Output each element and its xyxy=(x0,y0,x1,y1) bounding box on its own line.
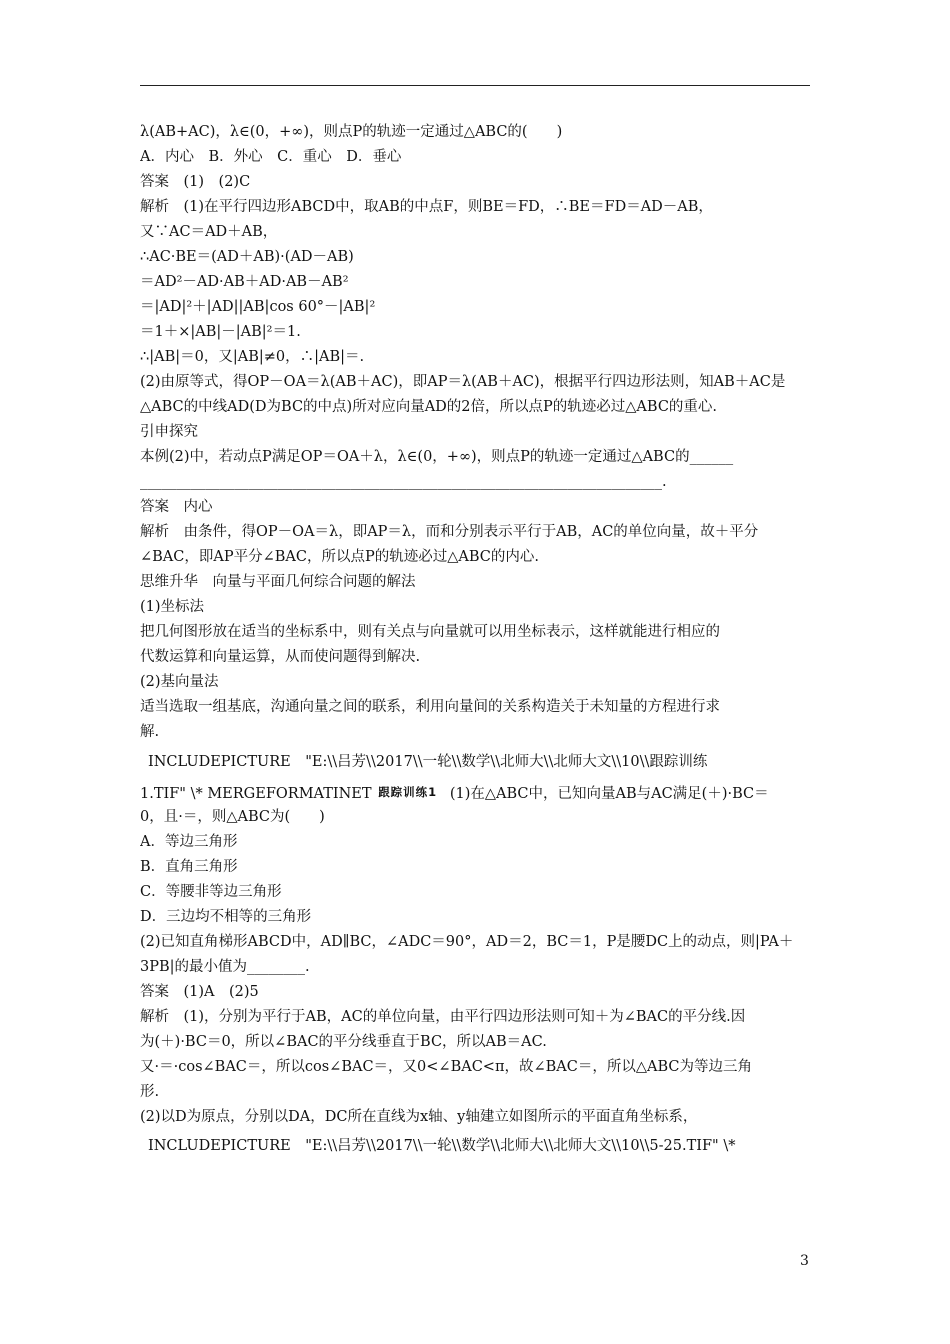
tracking-line xyxy=(140,782,812,804)
question-text: (1)在△ABC中，已知向量AB与AC满足(＋)·BC＝ xyxy=(449,786,769,802)
field-code: 1.TIF" \* MERGEFORMATINET xyxy=(140,786,372,802)
text-line: (2)基向量法 xyxy=(140,674,219,690)
text-line: 答案 内心 xyxy=(140,499,213,515)
text-line: (2)以D为原点，分别以DA，DC所在直线为x轴、y轴建立如图所示的平面直角坐标系， xyxy=(140,1109,698,1125)
text-line: (2)已知直角梯形ABCD中，AD∥BC，∠ADC＝90°，AD＝2，BC＝1，P是腰DC上的动点，则|PA＋ xyxy=(140,934,794,950)
text-line: 0，且·＝，则△ABC为( ) xyxy=(140,809,325,825)
text-line: λ(AB+AC)，λ∈(0，+∞)，则点P的轨迹一定通过△ABC的( ) xyxy=(140,124,563,140)
text-line: ∠BAC，即AP平分∠BAC，所以点P的轨迹必过△ABC的内心. xyxy=(140,549,539,565)
text-line: 本例(2)中，若动点P满足OP＝OA＋λ，λ∈(0，+∞)，则点P的轨迹一定通过△ABC的______ xyxy=(140,449,734,465)
text-line: ＝AD²－AD·AB＋AD·AB－AB² xyxy=(140,274,349,290)
text-line: C．等腰非等边三角形 xyxy=(140,884,282,900)
text-line: 引申探究 xyxy=(140,424,198,440)
text-line: D．三边均不相等的三角形 xyxy=(140,909,312,925)
text-line: 答案 (1)A (2)5 xyxy=(140,984,259,1000)
text-line: △ABC的中线AD(D为BC的中点)所对应向量AD的2倍，所以点P的轨迹必过△ABC的重心. xyxy=(140,399,718,415)
text-line: 适当选取一组基底，沟通向量之间的联系，利用向量间的关系构造关于未知量的方程进行求 xyxy=(140,699,720,715)
text-line: 又∵AC＝AD＋AB， xyxy=(140,224,278,240)
text-line: 为(＋)·BC＝0，所以∠BAC的平分线垂直于BC，所以AB＝AC. xyxy=(140,1034,547,1050)
text-line: ＝|AD|²＋|AD||AB|cos 60°－|AB|² xyxy=(140,299,376,315)
text-line: (1)坐标法 xyxy=(140,599,205,615)
text-line: ∴AC·BE＝(AD＋AB)·(AD－AB) xyxy=(140,249,354,265)
text-line: 思维升华 向量与平面几何综合问题的解法 xyxy=(140,574,416,590)
text-line: B．直角三角形 xyxy=(140,859,238,875)
text-line: 解析 由条件，得OP－OA＝λ，即AP＝λ，而和分别表示平行于AB，AC的单位向量，故＋平分 xyxy=(140,524,759,540)
text-line: ________________________________________________________________________. xyxy=(140,474,667,490)
text-line: 把几何图形放在适当的坐标系中，则有关点与向量就可以用坐标表示，这样就能进行相应的 xyxy=(140,624,720,640)
text-line: 解. xyxy=(140,724,160,740)
text-line: 代数运算和向量运算，从而使问题得到解决. xyxy=(140,649,421,665)
text-line: 解析 (1)，分别为平行于AB，AC的单位向量，由平行四边形法则可知＋为∠BAC的平分线.因 xyxy=(140,1009,746,1025)
text-line: 答案 (1) (2)C xyxy=(140,174,251,190)
text-line: 3PB|的最小值为________. xyxy=(140,959,310,975)
text-line: 形. xyxy=(140,1084,160,1100)
tracking-tag: 跟踪训练1 xyxy=(378,785,438,799)
text-line: 又·＝·cos∠BAC＝，所以cos∠BAC＝，又0<∠BAC<π，故∠BAC＝，所以△ABC为等边三角 xyxy=(140,1059,752,1075)
header-rule xyxy=(140,85,810,86)
text-line: INCLUDEPICTURE "E:\\吕芳\\2017\\一轮\\数学\\北师大\\北师大文\\10\\5-25.TIF" \* xyxy=(148,1138,736,1154)
page-number: 3 xyxy=(800,1253,809,1269)
text-line: A．内心 B．外心 C．重心 D．垂心 xyxy=(140,149,402,165)
text-line: 解析 (1)在平行四边形ABCD中，取AB的中点F，则BE＝FD，∴BE＝FD＝AD－AB， xyxy=(140,199,713,215)
text-line: (2)由原等式，得OP－OA＝λ(AB＋AC)，即AP＝λ(AB＋AC)，根据平行四边形法则，知AB＋AC是 xyxy=(140,374,786,390)
text-line: A．等边三角形 xyxy=(140,834,238,850)
text-line: INCLUDEPICTURE "E:\\吕芳\\2017\\一轮\\数学\\北师大\\北师大文\\10\\跟踪训练 xyxy=(148,754,708,770)
text-line: ＝1＋×|AB|－|AB|²＝1. xyxy=(140,324,301,340)
text-line: ∴|AB|＝0，又|AB|≠0，∴|AB|＝. xyxy=(140,349,365,365)
